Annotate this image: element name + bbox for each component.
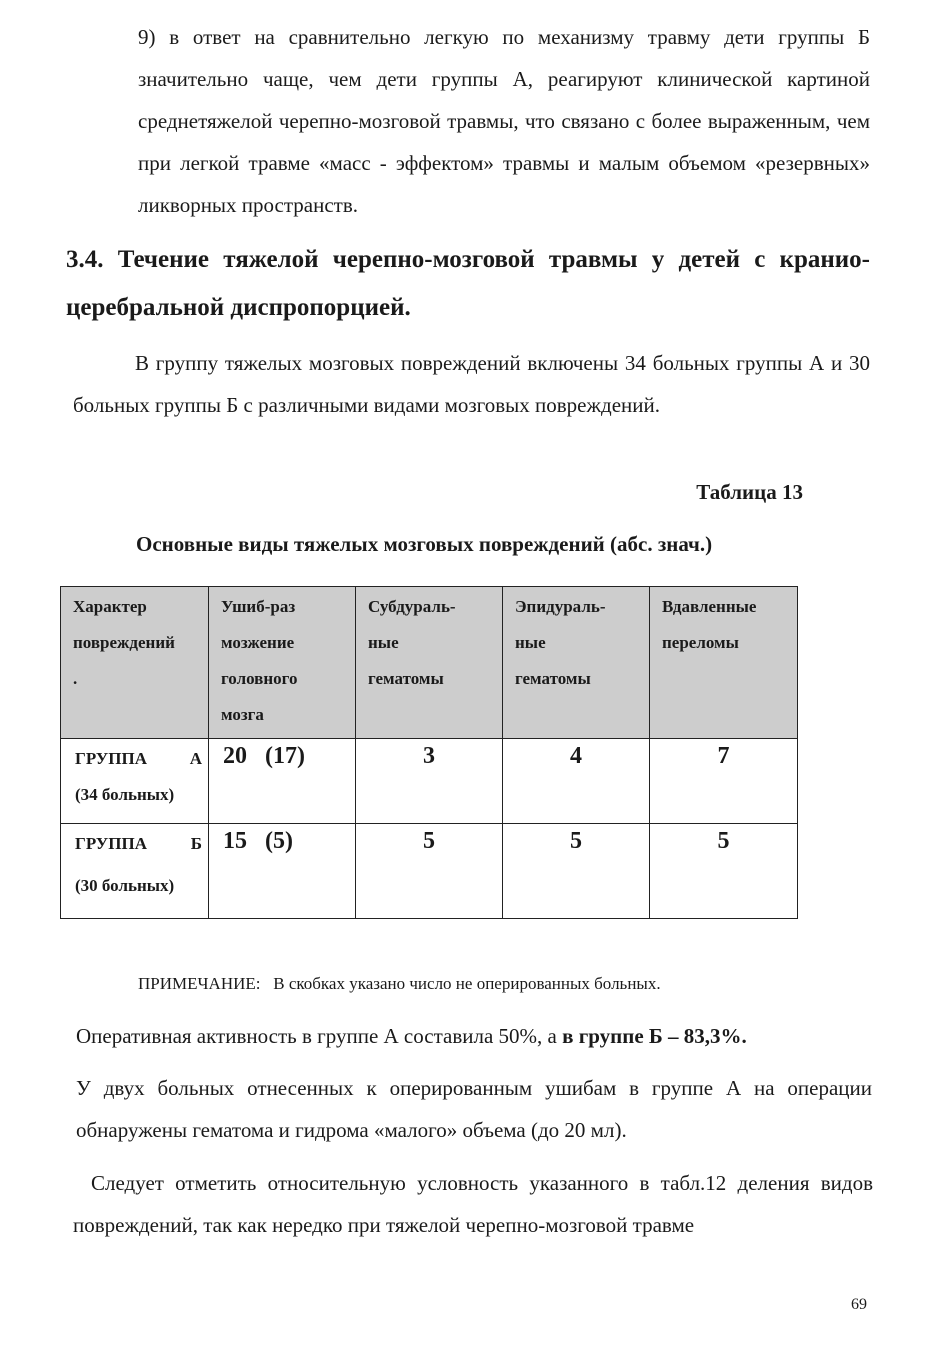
two-patients-paragraph: У двух больных отнесенных к оперированным ушибам в группе А на операции обнаружены гематома и гидрома «малого» объема (до 20 мл). <box>76 1076 872 1142</box>
page-number: 69 <box>851 1296 867 1313</box>
injury-types-table <box>60 586 798 919</box>
cell-value: 15 (5) <box>209 824 356 919</box>
table-header-row <box>61 587 798 739</box>
section-heading: 3.4. Течение тяжелой черепно-мозговой травмы у детей с кранио-церебральной диспропорцией. <box>66 246 870 321</box>
intro-paragraph: В группу тяжелых мозговых повреждений включены 34 больных группы А и 30 больных группы Б с различными видами мозговых повреждений. <box>73 351 870 417</box>
cell-value: 5 <box>356 824 503 919</box>
table-note: ПРИМЕЧАНИЕ: В скобках указано число не оперированных больных. <box>138 974 661 993</box>
operative-activity-paragraph: Оперативная активность в группе А составила 50%, а в группе Б – 83,3%. <box>76 1024 747 1048</box>
cell-value: 3 <box>356 739 503 824</box>
cell-value: 4 <box>503 739 650 824</box>
cell-value: 20 (17) <box>209 739 356 824</box>
header-subdural: Субдураль- ные гематомы <box>356 587 503 739</box>
table-title: Основные виды тяжелых мозговых повреждений (абс. знач.) <box>136 532 713 556</box>
table-row <box>61 739 798 824</box>
header-depressed-fractures: Вдавленные переломы <box>650 587 798 739</box>
row-header-group-a: ГРУППА А (34 больных) <box>61 739 209 824</box>
cell-value: 7 <box>650 739 798 824</box>
cell-value: 5 <box>503 824 650 919</box>
table-row <box>61 824 798 919</box>
header-epidural: Эпидураль- ные гематомы <box>503 587 650 739</box>
cell-value: 5 <box>650 824 798 919</box>
table-label: Таблица 13 <box>696 480 803 504</box>
header-injury-type: Характер повреждений . <box>61 587 209 739</box>
row-header-group-b: ГРУППА Б (30 больных) <box>61 824 209 919</box>
closing-paragraph: Следует отметить относительную условность указанного в табл.12 деления видов повреждений, так как нередко при тяжелой черепно-мозговой травме <box>73 1171 873 1237</box>
header-contusion: Ушиб-раз мозжение головного мозга <box>209 587 356 739</box>
list-item-paragraph: 9) в ответ на сравнительно легкую по механизму травму дети группы Б значительно чаще, чем дети группы А, реагируют клинической картиной среднетяжелой черепно-мозговой травмы, что связано с более выраженным, чем при легкой травме «масс - эффектом» травмы и малым объемом «резервных» ликворных пространств. <box>138 25 870 217</box>
